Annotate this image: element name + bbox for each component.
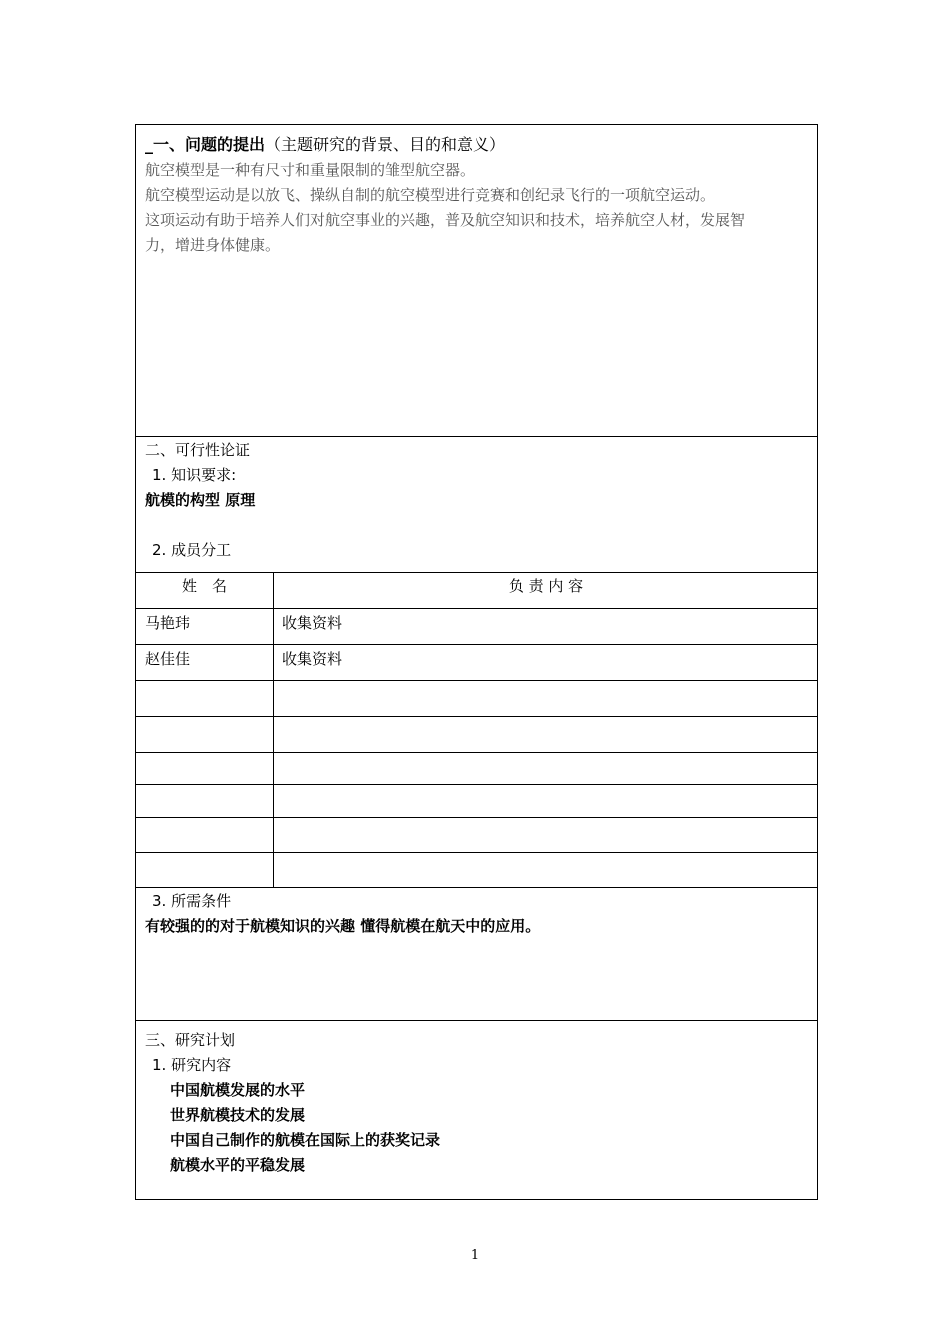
divider xyxy=(136,1020,817,1021)
table-cell-duty: 收集资料 xyxy=(282,650,343,668)
table-line xyxy=(136,752,817,753)
section1-paragraph: 航空模型运动是以放飞、操纵自制的航空模型进行竞赛和创纪录飞行的一项航空运动。 xyxy=(145,186,716,204)
research-content-label: 1. 研究内容 xyxy=(152,1056,232,1074)
table-line xyxy=(136,572,817,573)
table-line xyxy=(136,852,817,853)
table-line xyxy=(136,716,817,717)
table-line xyxy=(136,784,817,785)
table-header-duty: 负 责 内 容 xyxy=(508,577,584,595)
table-line xyxy=(136,817,817,818)
research-item: 世界航模技术的发展 xyxy=(170,1106,306,1124)
table-cell-name: 马艳玮 xyxy=(145,614,191,632)
table-line xyxy=(136,608,817,609)
table-line xyxy=(136,644,817,645)
table-line xyxy=(136,680,817,681)
section1-paragraph: 航空模型是一种有尺寸和重量限制的雏型航空器。 xyxy=(145,161,476,179)
conditions-label: 3. 所需条件 xyxy=(152,892,232,910)
section1-title-bold: _一、问题的提出 xyxy=(145,135,266,154)
conditions-content: 有较强的的对于航模知识的兴趣 懂得航模在航天中的应用。 xyxy=(145,917,541,935)
research-item: 中国自己制作的航模在国际上的获奖记录 xyxy=(170,1131,441,1149)
section1-title-normal: （主题研究的背景、目的和意义） xyxy=(265,135,506,154)
section1-title xyxy=(145,135,505,155)
research-item: 中国航模发展的水平 xyxy=(170,1081,306,1099)
knowledge-label: 1. 知识要求: xyxy=(152,466,237,484)
section3-title: 三、研究计划 xyxy=(145,1031,236,1049)
section1-body xyxy=(145,158,813,258)
section1-paragraph: 力，增进身体健康。 xyxy=(145,236,281,254)
division-label: 2. 成员分工 xyxy=(152,541,232,559)
form-frame xyxy=(135,124,818,1200)
table-cell-duty: 收集资料 xyxy=(282,614,343,632)
table-line xyxy=(136,887,817,888)
divider xyxy=(136,436,817,437)
table-column-divider xyxy=(273,572,274,887)
section1-paragraph: 这项运动有助于培养人们对航空事业的兴趣，普及航空知识和技术，培养航空人材，发展智 xyxy=(145,211,746,229)
table-header-name: 姓 名 xyxy=(181,577,227,595)
page-number: 1 xyxy=(470,1248,480,1263)
research-item: 航模水平的平稳发展 xyxy=(170,1156,306,1174)
table-cell-name: 赵佳佳 xyxy=(145,650,191,668)
section2-title: 二、可行性论证 xyxy=(145,441,251,459)
knowledge-content: 航模的构型 原理 xyxy=(145,491,256,509)
